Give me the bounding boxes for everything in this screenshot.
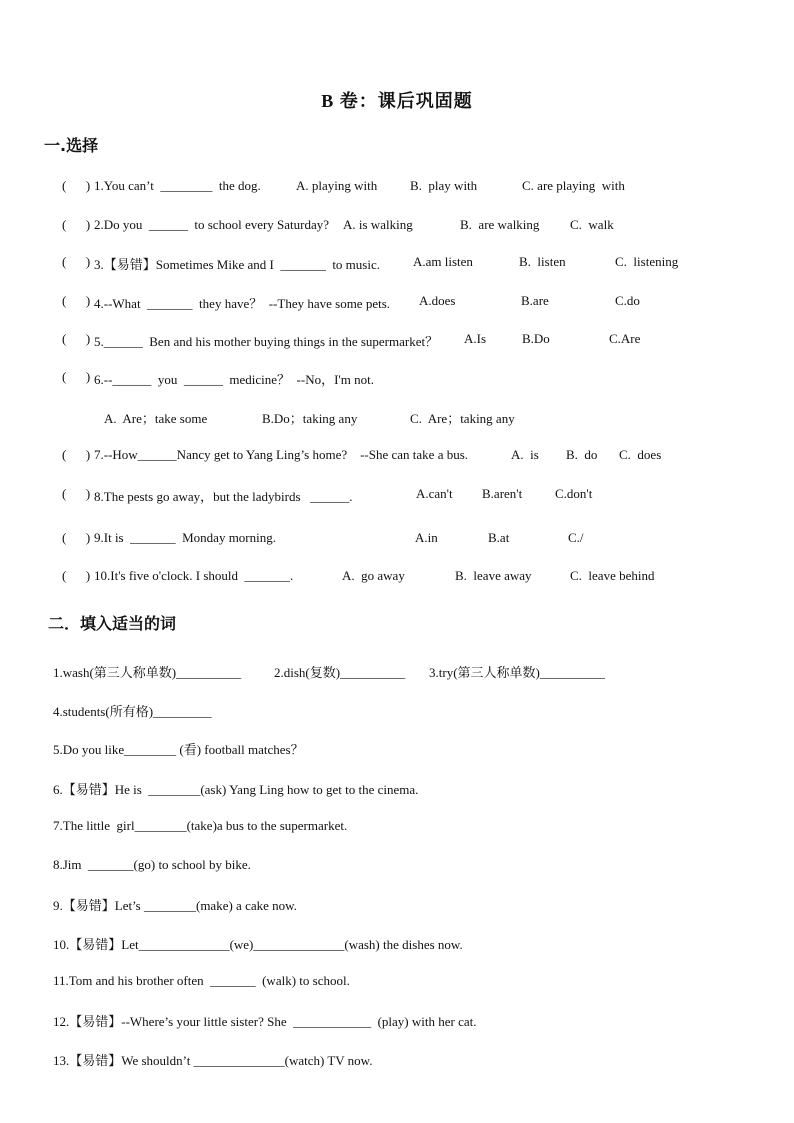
answer-bracket: ( ) <box>62 447 91 462</box>
option-b: B. do <box>566 447 598 462</box>
answer-bracket: ( ) <box>62 331 91 346</box>
option-a: A.Is <box>464 331 487 346</box>
answer-bracket: ( ) <box>62 530 91 545</box>
option-a: A. is walking <box>343 217 413 232</box>
question-stem: 1.You can’t ________ the dog. <box>94 178 261 193</box>
option-b: B. are walking <box>460 217 540 232</box>
question-stem: 7.--How______Nancy get to Yang Ling’s home? --She can take a bus. <box>94 447 469 462</box>
fill-item-7: 7.The little girl________(take)a bus to the supermarket. <box>53 818 348 833</box>
option-c: C. listening <box>615 254 679 269</box>
option-a: A. is <box>511 447 539 462</box>
option-b: B.are <box>521 293 549 308</box>
option-c: C. does <box>619 447 662 462</box>
fill-item-4: 4.students(所有格)_________ <box>53 704 212 719</box>
question-stem: 10.It's five o'clock. I should _______. <box>94 568 294 583</box>
fill-item-11: 11.Tom and his brother often _______ (walk) to school. <box>53 973 350 988</box>
option-b: B.aren't <box>482 486 523 501</box>
option-c: C. are playing with <box>522 178 625 193</box>
fill-item-2: 2.dish(复数)__________ <box>274 665 406 680</box>
fill-item-1: 1.wash(第三人称单数)__________ <box>53 665 242 680</box>
option-b: B. leave away <box>455 568 532 583</box>
answer-bracket: ( ) <box>62 369 91 384</box>
option-b: B.Do <box>522 331 550 346</box>
answer-bracket: ( ) <box>62 178 91 193</box>
section-heading-choice: 一.选择 <box>44 136 99 155</box>
fill-item-12: 12.【易错】--Where’s your little sister? She ____________ (play) with her cat. <box>53 1014 477 1029</box>
fill-item-9: 9.【易错】Let’s ________(make) a cake now. <box>53 898 297 913</box>
option-c: C. walk <box>570 217 614 232</box>
option-a: A. playing with <box>296 178 378 193</box>
question-stem: 6.--______ you ______ medicine？ --No，I'm not. <box>94 372 374 387</box>
fill-item-10: 10.【易错】Let______________(we)______________(wash) the dishes now. <box>53 937 463 952</box>
option-a: A.in <box>415 530 438 545</box>
fill-item-8: 8.Jim _______(go) to school by bike. <box>53 857 251 872</box>
option-c: C.don't <box>555 486 593 501</box>
option-a: A. Are；take some <box>104 411 208 426</box>
option-c: C. leave behind <box>570 568 655 583</box>
question-stem: 9.It is _______ Monday morning. <box>94 530 276 545</box>
option-a: A.am listen <box>413 254 473 269</box>
question-stem: 3.【易错】Sometimes Mike and I _______ to music. <box>94 257 380 272</box>
option-c: C.do <box>615 293 640 308</box>
page-title: B 卷：课后巩固题 <box>321 91 473 111</box>
section-heading-fill: 二．填入适当的词 <box>48 614 177 633</box>
question-stem: 8.The pests go away，but the ladybirds ______. <box>94 489 353 504</box>
answer-bracket: ( ) <box>62 254 91 269</box>
fill-item-6: 6.【易错】He is ________(ask) Yang Ling how to get to the cinema. <box>53 782 419 797</box>
option-c: C. Are；taking any <box>410 411 515 426</box>
option-b: B.at <box>488 530 510 545</box>
option-b: B. play with <box>410 178 478 193</box>
option-c: C.Are <box>609 331 641 346</box>
option-b: B.Do；taking any <box>262 411 358 426</box>
answer-bracket: ( ) <box>62 217 91 232</box>
question-stem: 5.______ Ben and his mother buying things in the supermarket？ <box>94 334 439 349</box>
option-a: A. go away <box>342 568 405 583</box>
question-stem: 2.Do you ______ to school every Saturday? <box>94 217 330 232</box>
question-stem: 4.--What _______ they have？ --They have some pets. <box>94 296 391 311</box>
answer-bracket: ( ) <box>62 293 91 308</box>
fill-item-3: 3.try(第三人称单数)__________ <box>429 665 605 680</box>
option-a: A.does <box>419 293 456 308</box>
answer-bracket: ( ) <box>62 486 91 501</box>
option-b: B. listen <box>519 254 566 269</box>
option-c: C./ <box>568 530 584 545</box>
answer-bracket: ( ) <box>62 568 91 583</box>
fill-item-13: 13.【易错】We shouldn’t ______________(watch) TV now. <box>53 1053 373 1068</box>
fill-item-5: 5.Do you like________ (看) football matches？ <box>53 742 304 757</box>
option-a: A.can't <box>416 486 453 501</box>
